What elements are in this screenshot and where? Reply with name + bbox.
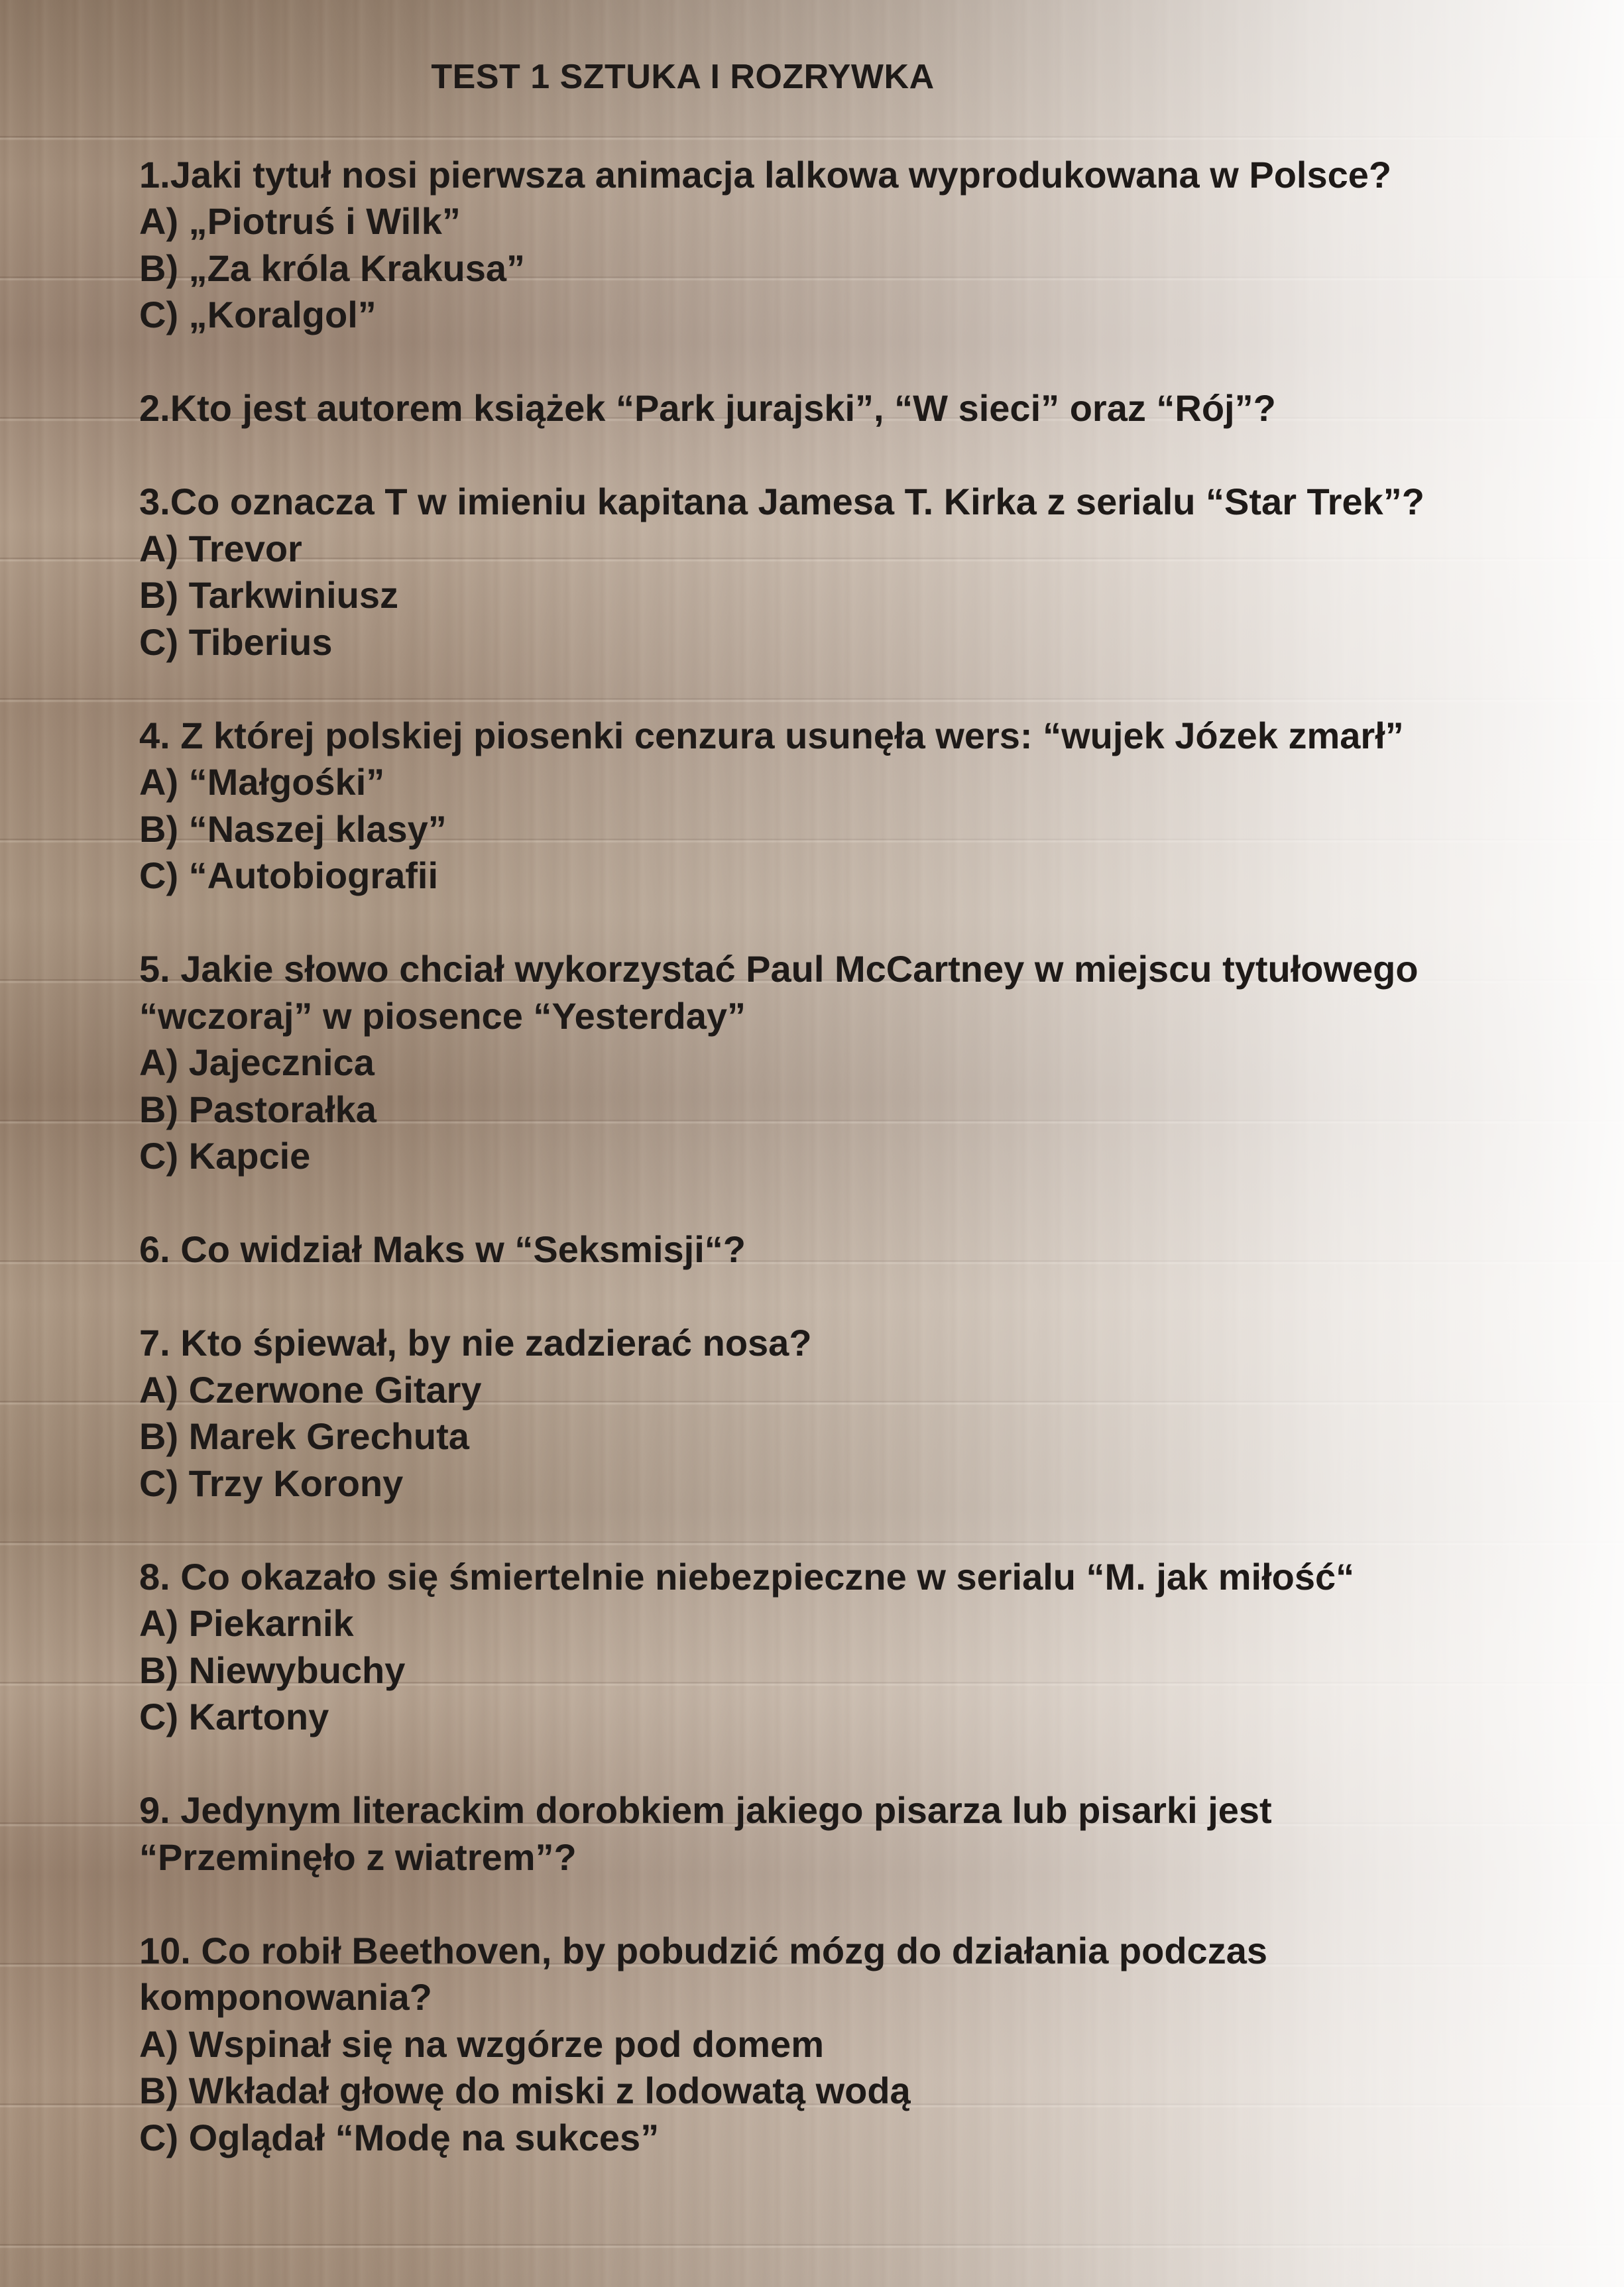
- answer-option: B) Marek Grechuta: [139, 1415, 469, 1457]
- question-text: “wczoraj” w piosence “Yesterday”: [139, 994, 746, 1037]
- answer-option: C) „Koralgol”: [139, 294, 377, 335]
- question-4: [139, 713, 1531, 947]
- quiz-document: [139, 49, 1531, 2161]
- answer-option: A) Trevor: [139, 527, 302, 569]
- spacer: [139, 1881, 1531, 1928]
- answer-option: A) Piekarnik: [139, 1602, 354, 1644]
- spacer: [139, 1741, 1531, 1788]
- answer-option: B) „Za króla Krakusa”: [139, 247, 525, 289]
- question-text: 8. Co okazało się śmiertelnie niebezpieczne w serialu “M. jak miłość“: [139, 1555, 1355, 1598]
- spacer: [139, 105, 1531, 152]
- question-10: [139, 1928, 1531, 2162]
- question-3: [139, 479, 1531, 713]
- answer-option: A) „Piotruś i Wilk”: [139, 200, 461, 242]
- question-text: 4. Z której polskiej piosenki cenzura usunęła wers: “wujek Józek zmarł”: [139, 714, 1404, 756]
- question-text: komponowania?: [139, 1976, 432, 2018]
- spacer: [139, 1273, 1531, 1320]
- spacer: [139, 432, 1531, 479]
- answer-option: C) Kartony: [139, 1696, 329, 1737]
- question-9: [139, 1787, 1531, 1928]
- question-1: [139, 152, 1531, 386]
- spacer: [139, 1180, 1531, 1227]
- answer-option: B) Pastorałka: [139, 1088, 377, 1130]
- question-text: 3.Co oznacza T w imieniu kapitana Jamesa T. Kirka z serialu “Star Trek”?: [139, 481, 1424, 522]
- answer-option: B) Tarkwiniusz: [139, 574, 399, 616]
- spacer: [139, 666, 1531, 713]
- answer-option: A) “Małgośki”: [139, 761, 385, 803]
- answer-option: B) “Naszej klasy”: [139, 807, 447, 850]
- answer-option: C) Kapcie: [139, 1135, 311, 1177]
- answer-option: C) “Autobiografii: [139, 854, 439, 896]
- question-list: [139, 152, 1531, 2162]
- answer-option: A) Wspinał się na wzgórze pod domem: [139, 2023, 824, 2065]
- answer-option: A) Czerwone Gitary: [139, 1368, 482, 1411]
- answer-option: A) Jajecznica: [139, 1041, 375, 1083]
- question-text: 9. Jedynym literackim dorobkiem jakiego pisarza lub pisarki jest: [139, 1789, 1272, 1831]
- spacer: [139, 339, 1531, 386]
- spacer: [139, 900, 1531, 947]
- answer-option: C) Trzy Korony: [139, 1462, 404, 1504]
- question-text: 1.Jaki tytuł nosi pierwsza animacja lalkowa wyprodukowana w Polsce?: [139, 153, 1392, 196]
- answer-option: B) Niewybuchy: [139, 1649, 406, 1691]
- question-text: 6. Co widział Maks w “Seksmisji“?: [139, 1228, 746, 1270]
- question-text: 2.Kto jest autorem książek “Park jurajski”, “W sieci” oraz “Rój”?: [139, 387, 1276, 429]
- question-2: [139, 385, 1531, 479]
- question-text: 5. Jakie słowo chciał wykorzystać Paul McCartney w miejscu tytułowego: [139, 948, 1419, 990]
- question-text: 10. Co robił Beethoven, by pobudzić mózg do działania podczas: [139, 1929, 1267, 1971]
- question-6: [139, 1226, 1531, 1320]
- answer-option: C) Oglądał “Modę na sukces”: [139, 2116, 660, 2158]
- quiz-title: TEST 1 SZTUKA I ROZRYWKA: [431, 58, 935, 96]
- answer-option: C) Tiberius: [139, 620, 333, 663]
- question-7: [139, 1320, 1531, 1554]
- answer-option: B) Wkładał głowę do miski z lodowatą wodą: [139, 2070, 911, 2111]
- question-5: [139, 946, 1531, 1226]
- spacer: [139, 1507, 1531, 1554]
- question-text: 7. Kto śpiewał, by nie zadzierać nosa?: [139, 1322, 812, 1364]
- question-text: “Przeminęło z wiatrem”?: [139, 1836, 577, 1878]
- question-8: [139, 1554, 1531, 1788]
